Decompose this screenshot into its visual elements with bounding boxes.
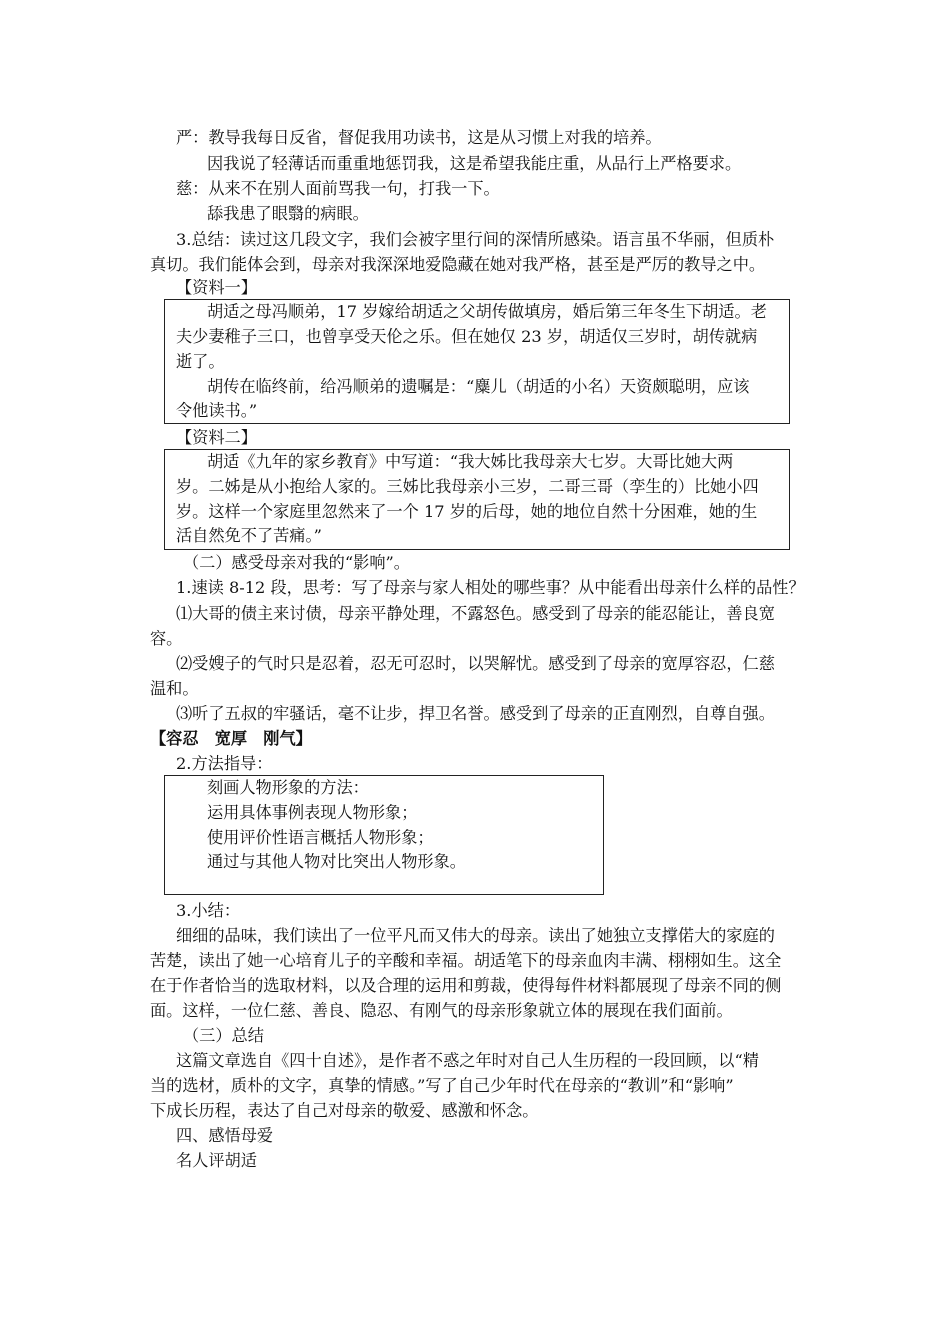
method-line: 通过与其他人物对比突出人物形象。 [207,852,466,871]
material2-line: 岁。二姊是从小抱给人家的。三姊比我母亲小三岁，二哥三哥（孪生的）比她小四 [176,477,759,496]
question-line: 1.速读 8-12 段，思考：写了母亲与家人相处的哪些事？从中能看出母亲什么样的品性？ [176,578,805,597]
summary-line: 3.总结：读过这几段文字，我们会被字里行间的深情所感染。语言虽不华丽，但质朴 [176,230,775,249]
answer-line: 容。 [150,629,183,648]
text-line: 严：教导我每日反省，督促我用功读书，这是从习惯上对我的培养。 [176,128,662,147]
summary-heading: 3.小结： [176,901,241,920]
material1-line: 胡适之母冯顺弟，17 岁嫁给胡适之父胡传做填房，婚后第三年冬生下胡适。老 [207,302,767,321]
conclusion-line: 这篇文章选自《四十自述》，是作者不惑之年时对自己人生历程的一段回顾，以“精 [176,1051,759,1070]
method-line: 使用评价性语言概括人物形象； [207,828,434,847]
summary-line: 细细的品味，我们读出了一位平凡而又伟大的母亲。读出了她独立支撑偌大的家庭的 [176,926,775,945]
text-line: 因我说了轻薄话而重重地惩罚我，这是希望我能庄重，从品行上严格要求。 [207,154,742,173]
conclusion-line: 下成长历程，表达了自己对母亲的敬爱、感激和怀念。 [150,1101,539,1120]
summary-line: 真切。我们能体会到，母亲对我深深地爱隐藏在她对我严格，甚至是严厉的教导之中。 [150,255,766,274]
material2-heading: 【资料二】 [176,428,257,447]
section-heading: （二）感受母亲对我的“影响”。 [183,553,410,572]
summary-line: 在于作者恰当的选取材料，以及合理的运用和剪裁，使得每件材料都展现了母亲不同的侧 [150,976,782,995]
answer-line: 温和。 [150,679,199,698]
keywords: 【容忍 宽厚 刚气】 [150,729,312,748]
method-heading: 2.方法指导： [176,754,273,773]
answer-line: ⑴大哥的债主来讨债，母亲平静处理，不露怒色。感受到了母亲的能忍能让，善良宽 [176,604,775,623]
material2-line: 活自然免不了苦痛。” [176,526,322,545]
material2-line: 胡适《九年的家乡教育》中写道：“我大姊比我母亲大七岁。大哥比她大两 [207,452,734,471]
subheading: 名人评胡适 [176,1151,257,1170]
material1-line: 夫少妻稚子三口，也曾享受天伦之乐。但在她仅 23 岁，胡适仅三岁时，胡传就病 [176,327,758,346]
conclusion-line: 当的选材，质朴的文字，真挚的情感。”写了自己少年时代在母亲的“教训”和“影响” [150,1076,734,1095]
material2-line: 岁。这样一个家庭里忽然来了一个 17 岁的后母，她的地位自然十分困难，她的生 [176,502,758,521]
text-line: 舔我患了眼翳的病眼。 [207,204,369,223]
summary-line: 面。这样，一位仁慈、善良、隐忍、有刚气的母亲形象就立体的展现在我们面前。 [150,1001,733,1020]
material1-line: 令他读书。” [176,401,258,420]
method-line: 刻画人物形象的方法： [207,778,369,797]
material1-heading: 【资料一】 [176,278,257,297]
method-line: 运用具体事例表现人物形象； [207,803,418,822]
section-heading: （三）总结 [183,1026,264,1045]
answer-line: ⑶听了五叔的牢骚话，毫不让步，捍卫名誉。感受到了母亲的正直刚烈，自尊自强。 [176,704,775,723]
answer-line: ⑵受嫂子的气时只是忍着，忍无可忍时，以哭解忧。感受到了母亲的宽厚容忍，仁慈 [176,654,775,673]
material1-line: 胡传在临终前，给冯顺弟的遗嘱是：“麋儿（胡适的小名）天资颇聪明，应该 [207,377,750,396]
text-line: 慈：从来不在别人面前骂我一句，打我一下。 [176,179,500,198]
summary-line: 苦楚，读出了她一心培育儿子的辛酸和幸福。胡适笔下的母亲血肉丰满、栩栩如生。这全 [150,951,782,970]
material1-line: 逝了。 [176,352,225,371]
section-heading: 四、感悟母爱 [176,1126,274,1145]
